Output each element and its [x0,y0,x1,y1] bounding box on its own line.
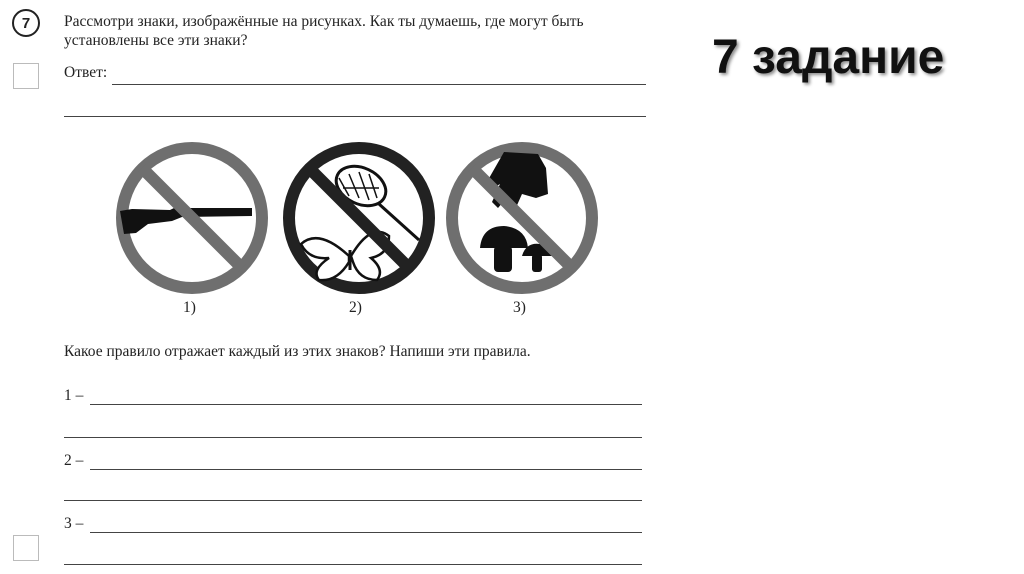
row-label-3: 3 – [64,515,84,532]
question-number: 7 [12,9,40,37]
slide-title: 7 задание [712,31,945,84]
rule-line-1a[interactable] [90,404,642,405]
sign-caption-3: 3) [513,299,526,316]
rule-line-2a[interactable] [90,469,642,470]
answer-label: Ответ: [64,64,108,81]
no-butterfly-catching-icon [279,138,439,298]
answer-line-2[interactable] [64,116,646,117]
rule-line-3b[interactable] [64,564,642,565]
row-label-1: 1 – [64,387,84,404]
task-prompt: Рассмотри знаки, изображённые на рисунках. Как ты думаешь, где могут быть установлены все эти знаки? [64,13,584,49]
rules-question: Какое правило отражает каждый из этих знаков? Напиши эти правила. [64,343,531,360]
row-label-2: 2 – [64,452,84,469]
sign-caption-1: 1) [183,299,196,316]
rule-line-1b[interactable] [64,437,642,438]
sign-caption-2: 2) [349,299,362,316]
rule-line-3a[interactable] [90,532,642,533]
no-hunting-gun-icon [112,138,272,298]
score-box-bottom [13,535,39,561]
rule-line-2b[interactable] [64,500,642,501]
answer-line-1[interactable] [112,84,646,85]
score-box-top [13,63,39,89]
no-mushroom-picking-icon [442,138,602,298]
